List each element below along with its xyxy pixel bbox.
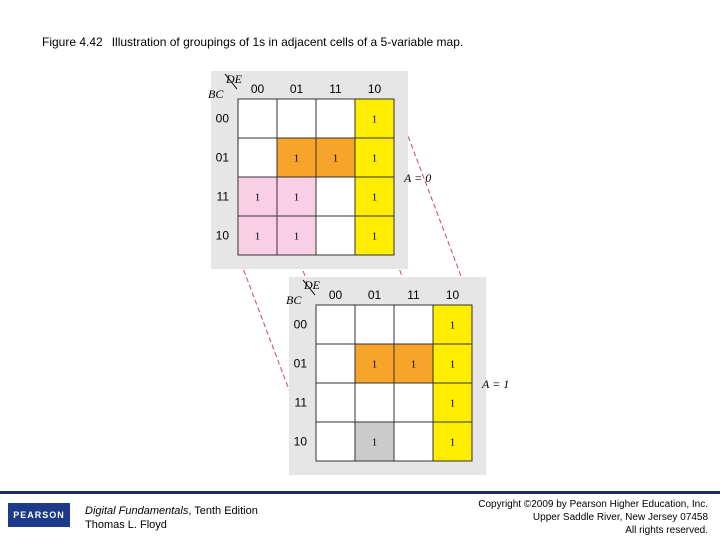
book-info [85, 504, 258, 532]
map-cell [355, 305, 394, 344]
map-cell [316, 344, 355, 383]
cell-value: 1 [449, 436, 456, 449]
col-label: 11 [407, 288, 420, 302]
cell-value: 1 [449, 358, 456, 371]
col-label: 00 [328, 288, 343, 302]
cell-value: 1 [293, 152, 300, 165]
col-label: 10 [367, 82, 382, 96]
cell-value: 1 [371, 230, 378, 243]
copyright-line-3: All rights reserved. [625, 525, 708, 536]
figure-number: Figure 4.42 [42, 35, 103, 49]
map-cell [316, 99, 355, 138]
figure-caption-text: Illustration of groupings of 1s in adjacent cells of a 5-variable map. [111, 35, 464, 49]
map-cell [316, 305, 355, 344]
var-label-top: DE [226, 72, 242, 86]
book-edition: , Tenth Edition [188, 505, 258, 517]
var-label-left: BC [286, 293, 302, 307]
row-label: 00 [293, 317, 307, 332]
row-label: 10 [215, 228, 229, 243]
row-label: 01 [215, 150, 229, 165]
map-cell [394, 383, 433, 422]
map-cell [316, 383, 355, 422]
cell-value: 1 [449, 319, 456, 332]
cell-value: 1 [371, 191, 378, 204]
map-cell [394, 305, 433, 344]
book-title: Digital Fundamentals [85, 505, 189, 517]
col-label: 01 [367, 288, 382, 302]
var-label-left: BC [208, 87, 224, 101]
var-label-top: DE [304, 278, 320, 292]
row-label: 01 [293, 356, 307, 371]
map-a-label: A = 0 [404, 171, 432, 185]
col-label: 11 [329, 82, 342, 96]
col-label: 10 [445, 288, 460, 302]
cell-value: 1 [371, 436, 378, 449]
kmap-a1 [286, 277, 509, 475]
cell-value: 1 [371, 152, 378, 165]
row-label: 00 [215, 111, 229, 126]
row-label: 11 [216, 189, 229, 204]
map-cell [277, 99, 316, 138]
cell-value: 1 [254, 191, 261, 204]
book-author: Thomas L. Floyd [85, 519, 167, 531]
footer-rule [0, 491, 720, 494]
map-cell [238, 99, 277, 138]
map-cell [316, 177, 355, 216]
cell-value: 1 [371, 113, 378, 126]
row-label: 10 [293, 434, 307, 449]
map-cell [316, 216, 355, 255]
copyright-notice [478, 498, 708, 537]
kmap-a0 [208, 71, 431, 269]
map-a-label: A = 1 [482, 377, 510, 391]
map-cell [355, 383, 394, 422]
cell-value: 1 [293, 191, 300, 204]
publisher-logo: PEARSON [8, 503, 70, 527]
col-label: 00 [250, 82, 265, 96]
copyright-line-1: Copyright ©2009 by Pearson Higher Education, Inc. [478, 499, 708, 510]
row-label: 11 [294, 395, 307, 410]
map-cell [394, 422, 433, 461]
map-cell [238, 138, 277, 177]
map-cell [316, 422, 355, 461]
cell-value: 1 [449, 397, 456, 410]
col-label: 01 [289, 82, 304, 96]
cell-value: 1 [332, 152, 339, 165]
cell-value: 1 [254, 230, 261, 243]
cell-value: 1 [293, 230, 300, 243]
copyright-line-2: Upper Saddle River, New Jersey 07458 [532, 512, 708, 523]
cell-value: 1 [410, 358, 417, 371]
cell-value: 1 [371, 358, 378, 371]
